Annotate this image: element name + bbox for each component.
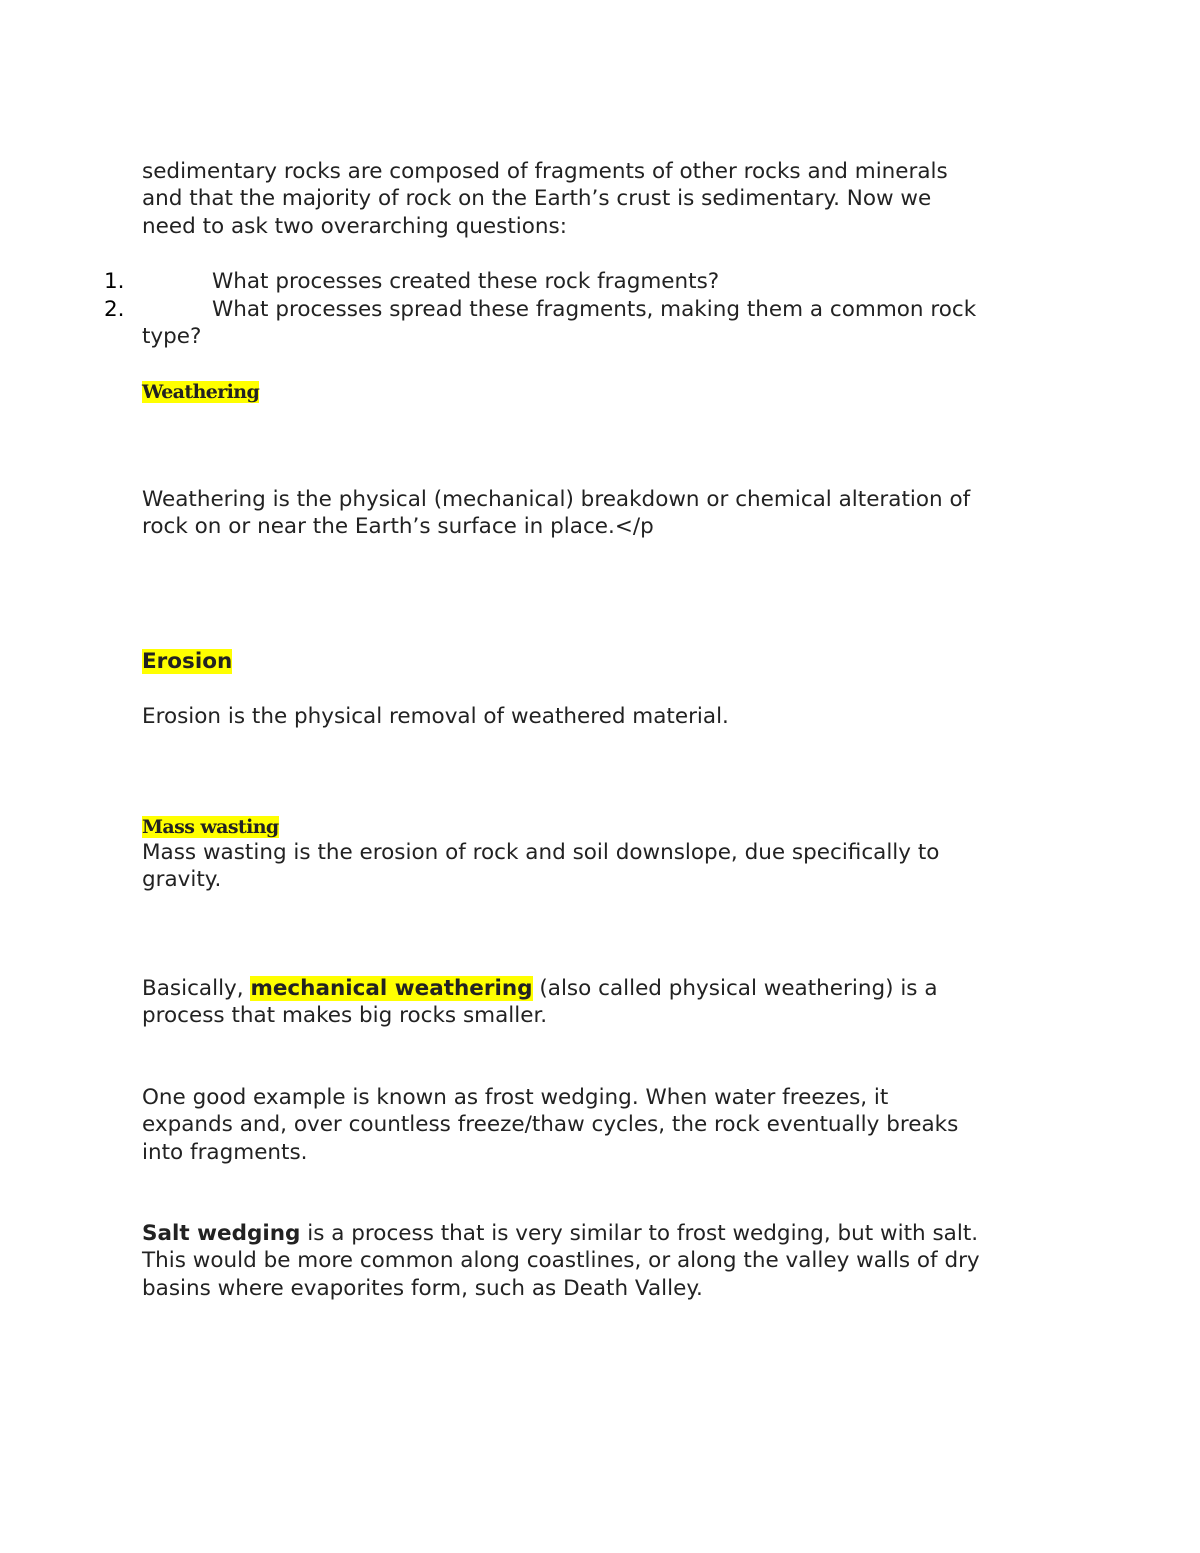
intro-paragraph	[142, 158, 948, 240]
frost-line: into fragments.	[142, 1139, 308, 1165]
weathering-definition	[142, 486, 970, 541]
frost-line: expands and, over countless freeze/thaw cycles, the rock eventually breaks	[142, 1112, 959, 1138]
weathering-heading-text: Weathering	[142, 381, 260, 403]
mechanical-weathering-term: mechanical weathering	[250, 976, 533, 1001]
mass-wasting-line: gravity.	[142, 867, 222, 893]
erosion-heading-text: Erosion	[142, 649, 233, 674]
mechanical-weathering-paragraph	[142, 975, 938, 1030]
weathering-line: Weathering is the physical (mechanical) breakdown or chemical alteration of	[142, 487, 971, 512]
salt-line	[142, 1220, 980, 1247]
salt-line: This would be more common along coastlines, or along the valley walls of dry	[142, 1248, 980, 1274]
intro-line: need to ask two overarching questions:	[142, 213, 567, 239]
erosion-definition	[142, 703, 729, 730]
list-number: 2.	[104, 297, 125, 322]
salt-rest: is a process that is very similar to frost wedging, but with salt.	[300, 1221, 979, 1246]
mass-wasting-line: Mass wasting is the erosion of rock and soil downslope, due specifically to	[142, 840, 940, 865]
list-item: What processes spread these fragments, making them a common rock	[212, 297, 977, 322]
list-item: What processes created these rock fragments?	[212, 269, 720, 294]
salt-line: basins where evaporites form, such as Death Valley.	[142, 1275, 703, 1301]
erosion-line: Erosion is the physical removal of weathered material.	[142, 704, 729, 729]
salt-wedging-term: Salt wedging	[142, 1221, 301, 1246]
list-item-continuation: type?	[142, 324, 202, 349]
frost-line: One good example is known as frost wedging. When water freezes, it	[142, 1085, 889, 1110]
frost-wedging-paragraph	[142, 1084, 958, 1166]
mechanical-line	[142, 975, 938, 1002]
weathering-heading	[142, 380, 259, 404]
salt-wedging-paragraph	[142, 1220, 980, 1302]
mass-wasting-heading-text: Mass wasting	[142, 816, 279, 838]
mechanical-intro: Basically,	[142, 976, 251, 1001]
mechanical-line: process that makes big rocks smaller.	[142, 1003, 548, 1029]
mechanical-rest: (also called physical weathering) is a	[532, 976, 938, 1001]
erosion-heading	[142, 648, 232, 675]
intro-line: and that the majority of rock on the Earth’s crust is sedimentary. Now we	[142, 186, 932, 212]
list-number: 1.	[104, 269, 125, 294]
weathering-line: rock on or near the Earth’s surface in place.</p	[142, 514, 654, 540]
mass-wasting-definition	[142, 839, 939, 894]
intro-line: sedimentary rocks are composed of fragments of other rocks and minerals	[142, 159, 948, 184]
mass-wasting-heading	[142, 815, 279, 839]
